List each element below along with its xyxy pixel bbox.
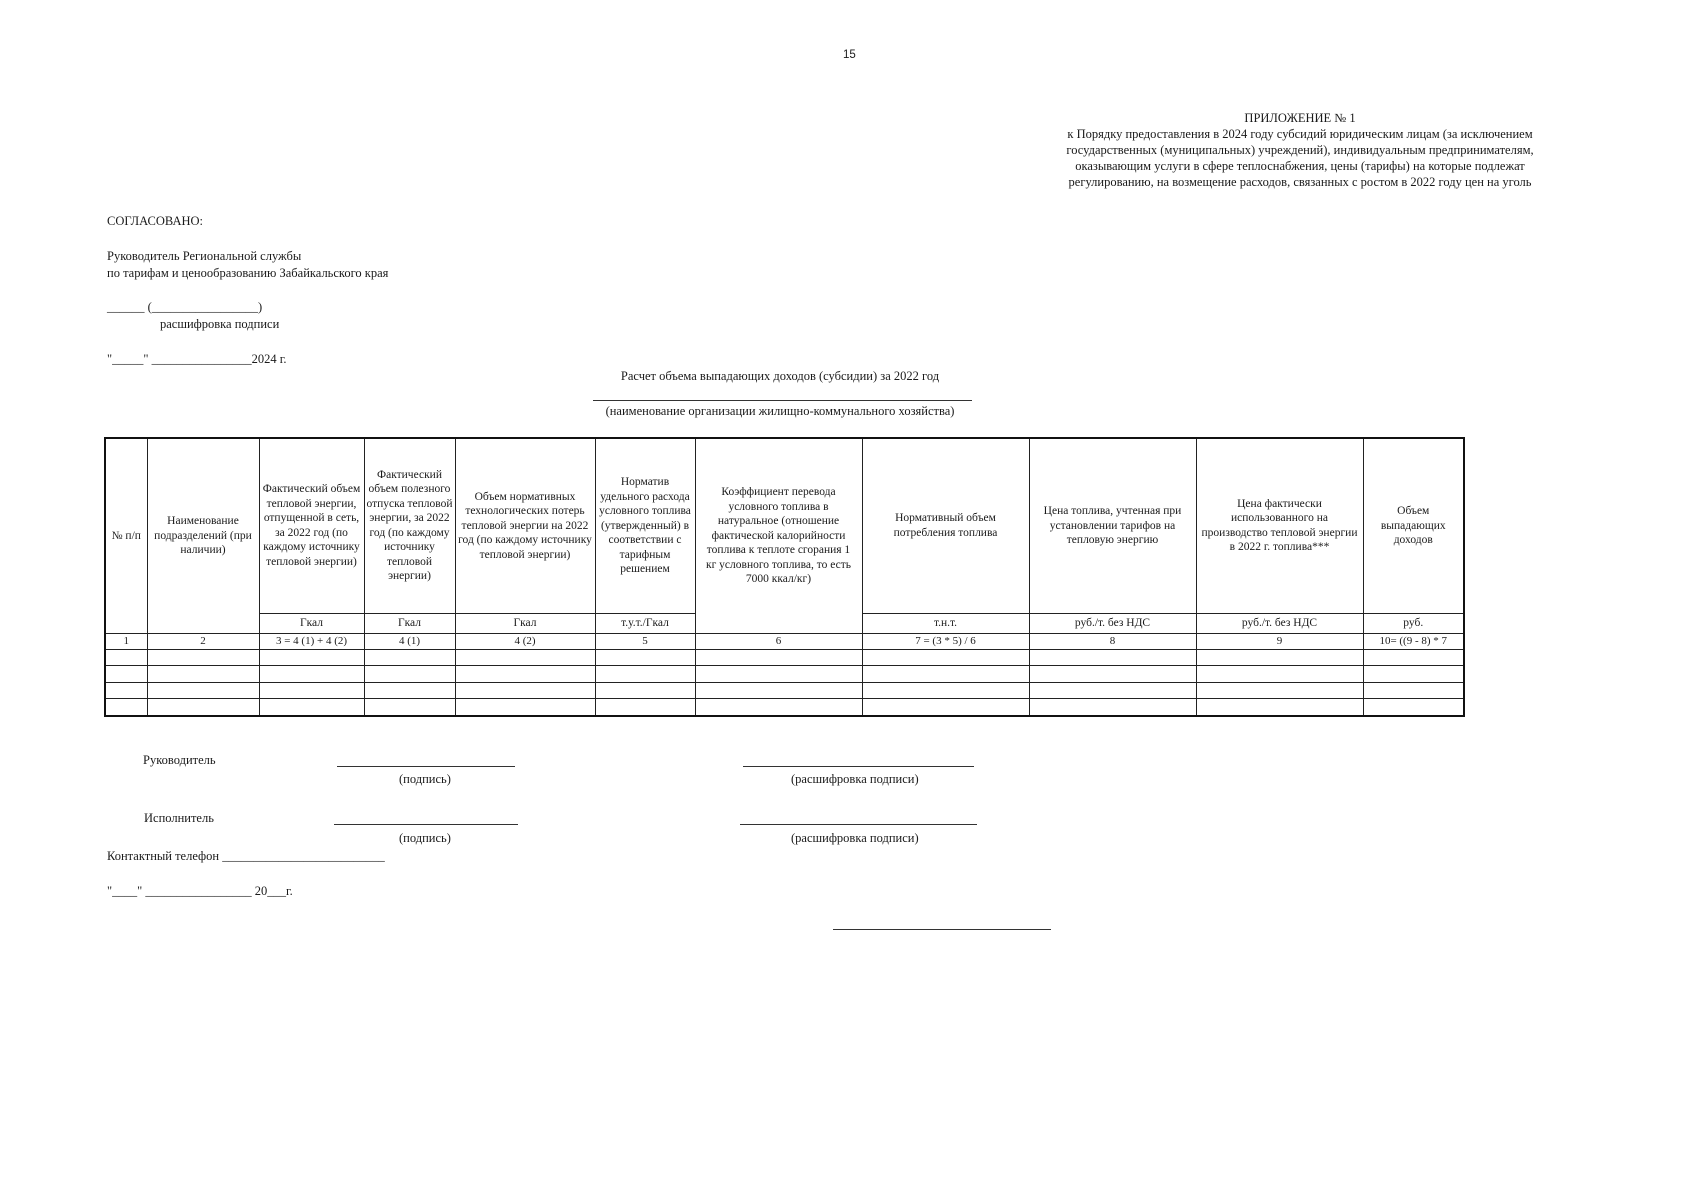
table-row	[105, 699, 1464, 716]
unit-cell: т.у.т./Гкал	[595, 613, 695, 634]
approver-signature-line: ______ (_________________)	[107, 300, 263, 314]
bottom-line	[833, 929, 1051, 930]
header-cell: Объем выпадающих доходов	[1363, 438, 1464, 613]
appendix-line: государственных (муниципальных) учреждений), индивидуальным предпринимателям,	[1066, 143, 1534, 157]
org-name-caption: (наименование организации жилищно-коммунального хозяйства)	[605, 404, 955, 418]
header-cell: Нормативный объем потребления топлива	[862, 438, 1029, 613]
number-cell: 4 (2)	[455, 634, 595, 650]
head-label: Руководитель	[143, 753, 216, 767]
number-cell: 1	[105, 634, 147, 650]
unit-cell: Гкал	[259, 613, 364, 634]
page-number: 15	[843, 49, 856, 61]
executor-signature-line	[334, 824, 518, 825]
header-cell: № п/п	[105, 438, 147, 634]
table-row	[105, 682, 1464, 699]
executor-decode-line	[740, 824, 977, 825]
number-cell: 7 = (3 * 5) / 6	[862, 634, 1029, 650]
agreed-label: СОГЛАСОВАНО:	[107, 214, 204, 228]
table-row	[105, 649, 1464, 666]
approver-signature-caption: расшифровка подписи	[160, 317, 280, 331]
executor-label: Исполнитель	[144, 811, 214, 825]
appendix-block	[1030, 110, 1570, 190]
appendix-line: оказывающим услуги в сфере теплоснабжения, цены (тарифы) на которые подлежат	[1075, 159, 1525, 173]
approver-title-line1: Руководитель Региональной службы	[107, 249, 302, 263]
number-cell: 3 = 4 (1) + 4 (2)	[259, 634, 364, 650]
table-row	[105, 666, 1464, 683]
unit-cell: т.н.т.	[862, 613, 1029, 634]
number-cell: 4 (1)	[364, 634, 455, 650]
unit-cell: руб./т. без НДС	[1029, 613, 1196, 634]
number-cell: 5	[595, 634, 695, 650]
head-signature-line	[337, 766, 515, 767]
header-cell: Цена фактически использованного на производство тепловой энергии в 2022 г. топлива***	[1196, 438, 1363, 613]
appendix-line: регулированию, на возмещение расходов, связанных с ростом в 2022 году цен на уголь	[1068, 175, 1532, 189]
number-cell: 6	[695, 634, 862, 650]
signature-date-line: "____" _________________ 20___г.	[107, 884, 293, 898]
header-cell: Норматив удельного расхода условного топлива (утвержденный) в соответствии с тарифным решением	[595, 438, 695, 613]
number-cell: 8	[1029, 634, 1196, 650]
table-header-row	[105, 438, 1464, 613]
header-cell: Фактический объем полезного отпуска тепловой энергии, за 2022 год (по каждому источнику тепловой энергии)	[364, 438, 455, 613]
header-cell: Фактический объем тепловой энергии, отпущенной в сеть, за 2022 год (по каждому источнику тепловой энергии)	[259, 438, 364, 613]
unit-cell: Гкал	[455, 613, 595, 634]
header-cell: Наименование подразделений (при наличии)	[147, 438, 259, 634]
head-decode-caption: (расшифровка подписи)	[791, 772, 919, 786]
appendix-line: к Порядку предоставления в 2024 году субсидий юридическим лицам (за исключением	[1067, 127, 1533, 141]
approval-date-line: "_____" ________________2024 г.	[107, 352, 287, 366]
number-cell: 10= ((9 - 8) * 7	[1363, 634, 1464, 650]
head-signature-caption: (подпись)	[399, 772, 451, 786]
executor-decode-caption: (расшифровка подписи)	[791, 831, 919, 845]
calculation-table	[104, 437, 1465, 717]
header-cell: Объем нормативных технологических потерь тепловой энергии на 2022 год (по каждому источнику тепловой энергии)	[455, 438, 595, 613]
header-cell: Цена топлива, учтенная при установлении тарифов на тепловую энергию	[1029, 438, 1196, 613]
appendix-title: ПРИЛОЖЕНИЕ № 1	[1244, 111, 1356, 125]
number-cell: 9	[1196, 634, 1363, 650]
table-number-row	[105, 634, 1464, 650]
org-name-line	[593, 400, 972, 401]
unit-cell: Гкал	[364, 613, 455, 634]
number-cell: 2	[147, 634, 259, 650]
executor-signature-caption: (подпись)	[399, 831, 451, 845]
document-title: Расчет объема выпадающих доходов (субсидии) за 2022 год	[620, 369, 940, 383]
header-cell: Коэффициент перевода условного топлива в натуральное (отношение фактической калорийности топлива к теплоте сгорания 1 кг условного топлива, то есть 7000 ккал/кг)	[695, 438, 862, 634]
contact-phone-line: Контактный телефон __________________________	[107, 849, 385, 863]
head-decode-line	[743, 766, 974, 767]
unit-cell: руб./т. без НДС	[1196, 613, 1363, 634]
unit-cell: руб.	[1363, 613, 1464, 634]
approver-title-line2: по тарифам и ценообразованию Забайкальского края	[107, 266, 389, 280]
